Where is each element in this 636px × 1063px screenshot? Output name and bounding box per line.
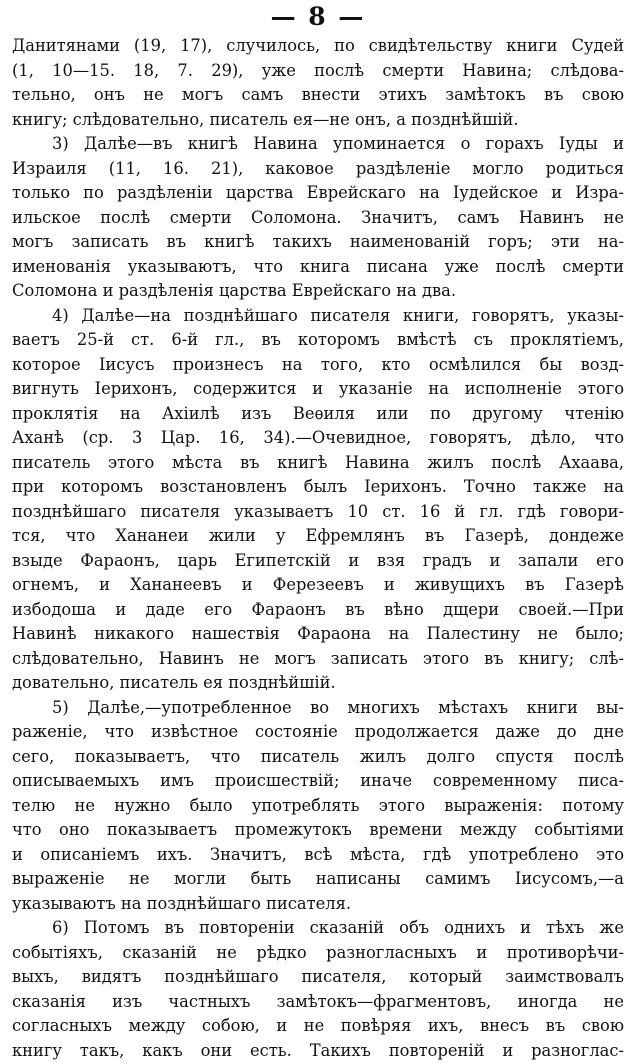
text-line: взыде Фараонъ, царь Египетскій и взя градъ и запали его bbox=[12, 549, 624, 574]
text-line: которое Іисусъ произнесъ на того, кто осмѣлился бы возд- bbox=[12, 353, 624, 378]
text-line: только по раздѣленіи царства Еврейскаго на Іудейское и Изра- bbox=[12, 181, 624, 206]
text-line: и описаніемъ ихъ. Значитъ, всѣ мѣста, гдѣ употреблено это bbox=[12, 843, 624, 868]
text-line: 6) Потомъ въ повтореніи сказаній объ однихъ и тѣхъ же bbox=[12, 916, 624, 941]
text-line: выраженіе не могли быть написаны самимъ Іисусомъ,—а bbox=[12, 867, 624, 892]
text-line: Данитянами (19, 17), случилось, по свидѣтельству книги Судей bbox=[12, 34, 624, 59]
text-line: слѣдовательно, Навинъ не могъ записать этого въ книгу; слѣ- bbox=[12, 647, 624, 672]
text-line: проклятія на Ахіилѣ изъ Веѳиля или по другому чтенію bbox=[12, 402, 624, 427]
text-line: телю не нужно было употреблять этого выраженія: потому bbox=[12, 794, 624, 819]
text-line: указываютъ на позднѣйшаго писателя. bbox=[12, 892, 624, 917]
paragraph-4 bbox=[12, 304, 624, 696]
text-line: (1, 10—15. 18, 7. 29), уже послѣ смерти Навина; слѣдова- bbox=[12, 59, 624, 84]
text-line: писатель этого мѣста въ книгѣ Навина жилъ послѣ Ахаава, bbox=[12, 451, 624, 476]
text-line: Израиля (11, 16. 21), каковое раздѣленіе могло родиться bbox=[12, 157, 624, 182]
text-line: тельно, онъ не могъ самъ внести этихъ замѣтокъ въ свою bbox=[12, 83, 624, 108]
text-line: что оно показываетъ промежутокъ времени между событіями bbox=[12, 818, 624, 843]
text-line: вигнуть Іерихонъ, содержится и указаніе на исполненіе этого bbox=[12, 377, 624, 402]
body-text bbox=[12, 34, 624, 1063]
text-line: описываемыхъ имъ происшествій; иначе современному писа- bbox=[12, 769, 624, 794]
text-line: именованія указываютъ, что книга писана уже послѣ смерти bbox=[12, 255, 624, 280]
paragraph-5 bbox=[12, 696, 624, 917]
text-line: книгу такъ, какъ они есть. Такихъ повтореній и разноглас- bbox=[12, 1039, 624, 1063]
text-line: ильское послѣ смерти Соломона. Значитъ, самъ Навинъ не bbox=[12, 206, 624, 231]
text-line: согласныхъ между собою, и не повѣряя ихъ, внесъ въ свою bbox=[12, 1014, 624, 1039]
text-line: раженіе, что извѣстное состояніе продолжается даже до дне bbox=[12, 720, 624, 745]
text-line: при которомъ возстановленъ былъ Іерихонъ. Точно также на bbox=[12, 475, 624, 500]
paragraph-6 bbox=[12, 916, 624, 1063]
text-line: избодоша и даде его Фараонъ въ вѣно дщери своей.—При bbox=[12, 598, 624, 623]
text-line: позднѣйшаго писателя указываетъ 10 ст. 16 й гл. гдѣ говори- bbox=[12, 500, 624, 525]
paragraph-3 bbox=[12, 132, 624, 304]
text-line: сего, показываетъ, что писатель жилъ долго спустя послѣ bbox=[12, 745, 624, 770]
text-line: ваетъ 25-й ст. 6-й гл., въ которомъ вмѣстѣ съ проклятіемъ, bbox=[12, 328, 624, 353]
text-line: книгу; слѣдовательно, писатель ея—не онъ, а позднѣйшій. bbox=[12, 108, 624, 133]
paragraph-continuation bbox=[12, 34, 624, 132]
text-line: Аханѣ (ср. 3 Цар. 16, 34).—Очевидное, говорятъ, дѣло, что bbox=[12, 426, 624, 451]
text-line: сказанія изъ частныхъ замѣтокъ—фрагментовъ, иногда не bbox=[12, 990, 624, 1015]
text-line: 4) Далѣе—на позднѣйшаго писателя книги, говорятъ, указы- bbox=[12, 304, 624, 329]
page-number: — 8 — bbox=[0, 0, 636, 34]
text-line: событіяхъ, сказаній не рѣдко разногласныхъ и противорѣчи- bbox=[12, 941, 624, 966]
text-line: довательно, писатель ея позднѣйшій. bbox=[12, 671, 624, 696]
text-line: 5) Далѣе,—употребленное во многихъ мѣстахъ книги вы- bbox=[12, 696, 624, 721]
text-line: огнемъ, и Хананеевъ и Ферезеевъ и живущихъ въ Газерѣ bbox=[12, 573, 624, 598]
text-line: могъ записать въ книгѣ такихъ наименованій горъ; эти на- bbox=[12, 230, 624, 255]
text-line: 3) Далѣе—въ книгѣ Навина упоминается о горахъ Іуды и bbox=[12, 132, 624, 157]
text-line: Навинѣ никакого нашествія Фараона на Палестину не было; bbox=[12, 622, 624, 647]
text-line: Соломона и раздѣленія царства Еврейскаго на два. bbox=[12, 279, 624, 304]
text-line: тся, что Хананеи жили у Ефремлянъ въ Газерѣ, дондеже bbox=[12, 524, 624, 549]
text-line: выхъ, видятъ позднѣйшаго писателя, который заимствовалъ bbox=[12, 965, 624, 990]
